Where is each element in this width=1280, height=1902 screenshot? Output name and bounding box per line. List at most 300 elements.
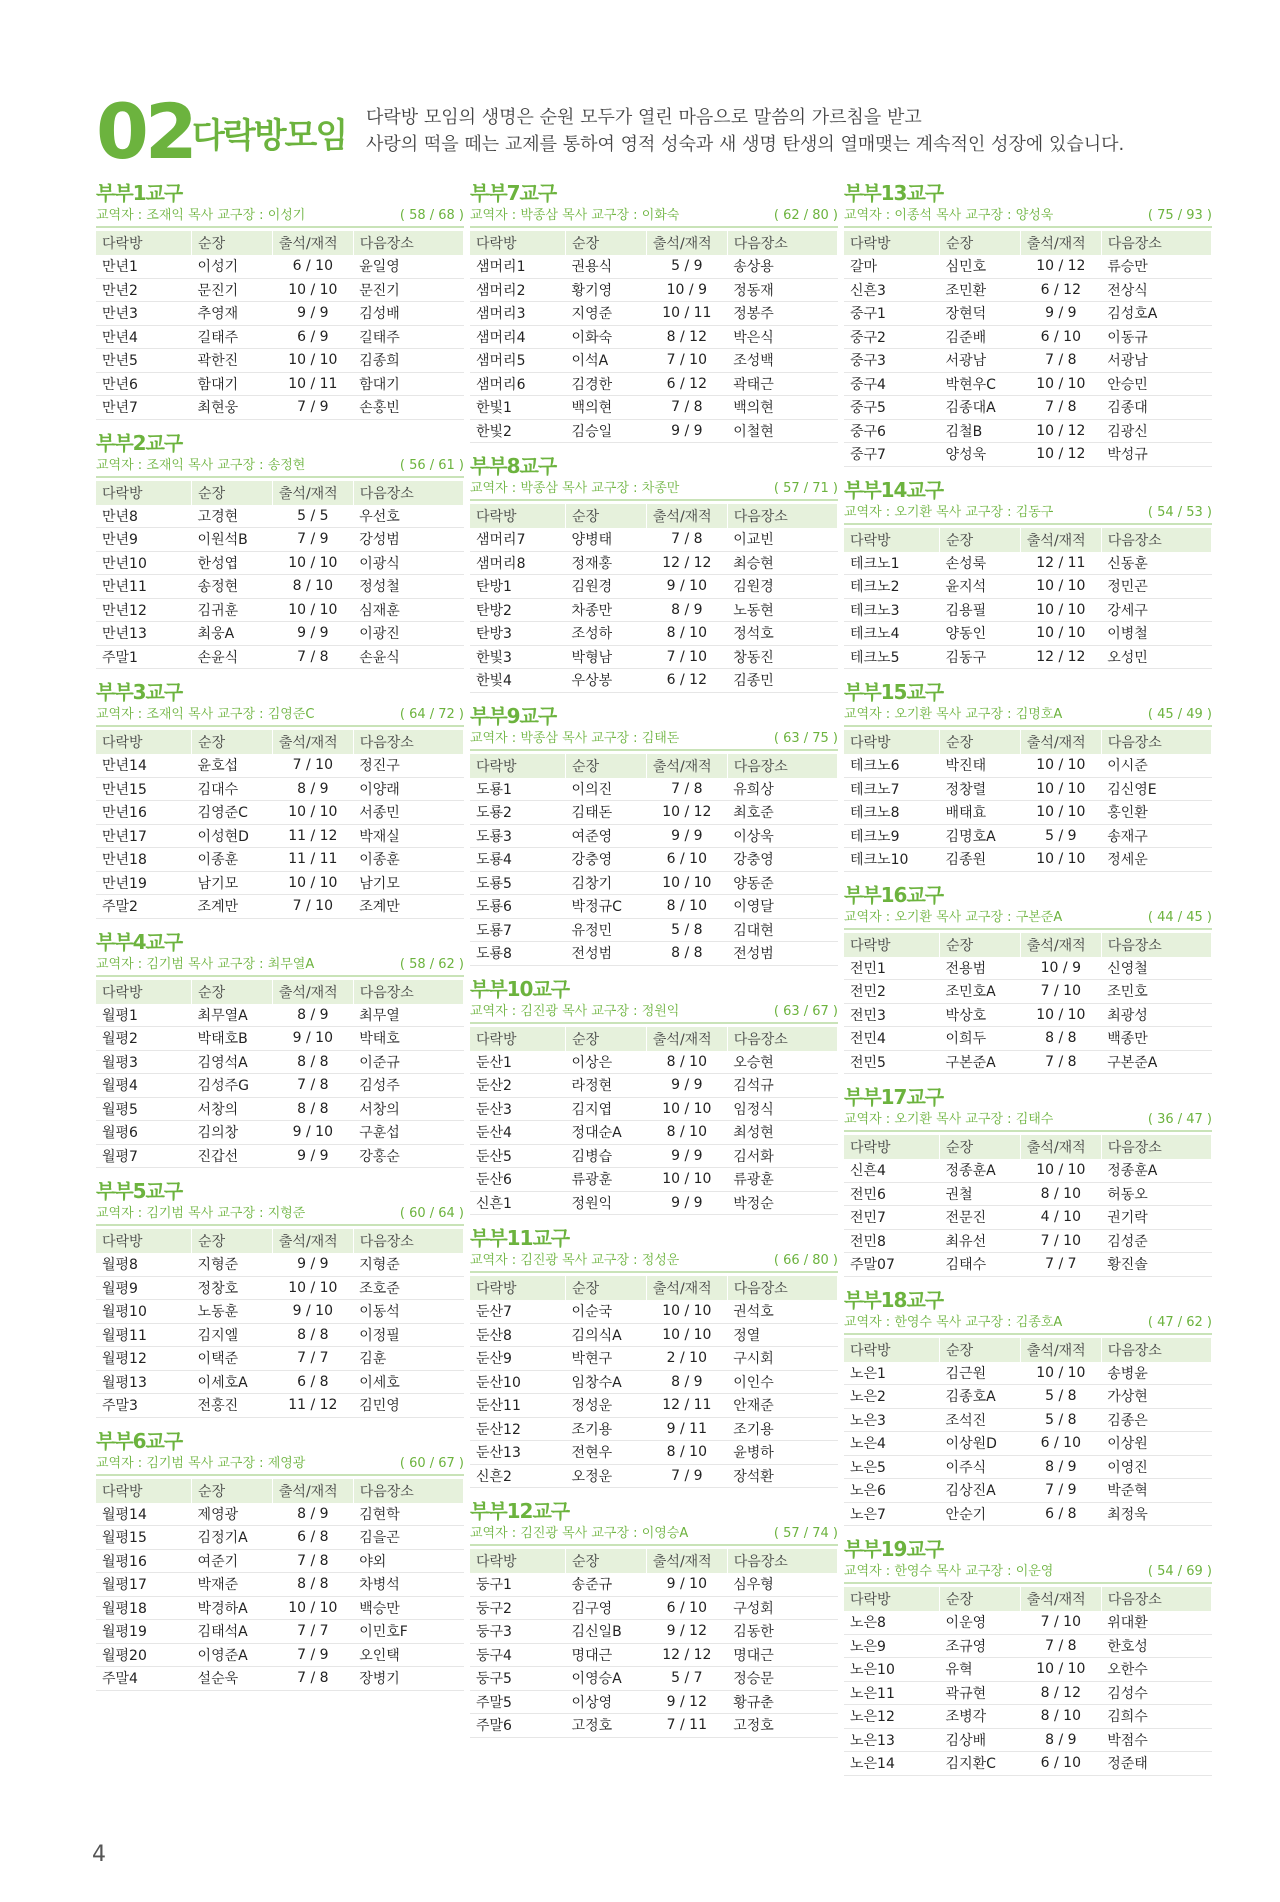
leader-name: 지형준 xyxy=(192,1253,273,1276)
attendance: 6 / 12 xyxy=(1020,278,1101,302)
room-name: 테크노2 xyxy=(844,575,940,599)
room-name: 둔산13 xyxy=(470,1441,566,1465)
room-name: 샘머리5 xyxy=(470,349,566,373)
room-name: 둔산12 xyxy=(470,1417,566,1441)
leader-name: 여준영 xyxy=(566,824,647,848)
table-row xyxy=(96,1643,464,1667)
attendance: 8 / 10 xyxy=(646,1051,727,1074)
next-place: 정성철 xyxy=(353,575,463,599)
attendance: 6 / 10 xyxy=(1020,1432,1101,1456)
next-place: 이동석 xyxy=(353,1300,463,1324)
next-place: 구본준A xyxy=(1101,1050,1211,1074)
table-row xyxy=(96,1370,464,1394)
room-name: 노은10 xyxy=(844,1658,940,1682)
district-group xyxy=(470,1225,838,1488)
attendance: 6 / 12 xyxy=(646,669,727,693)
attendance: 7 / 11 xyxy=(646,1714,727,1738)
attendance: 7 / 10 xyxy=(1020,1229,1101,1253)
next-place: 남기모 xyxy=(353,871,463,895)
district-attendance-total: ( 64 / 72 ) xyxy=(399,707,464,722)
leader-name: 김종원 xyxy=(940,848,1021,872)
attendance: 7 / 8 xyxy=(1020,396,1101,420)
column-header: 다음장소 xyxy=(1101,730,1211,754)
leader-name: 백의현 xyxy=(566,396,647,420)
room-name: 월평1 xyxy=(96,1004,192,1027)
next-place: 오승현 xyxy=(727,1051,837,1074)
table-row xyxy=(96,1323,464,1347)
next-place: 정진구 xyxy=(353,754,463,777)
attendance: 12 / 11 xyxy=(1020,552,1101,575)
district-leaders: 교역자 : 이종석 목사 교구장 : 양성욱 xyxy=(844,208,1054,223)
attendance: 11 / 11 xyxy=(272,848,353,872)
attendance: 5 / 8 xyxy=(1020,1408,1101,1432)
next-place: 신영철 xyxy=(1101,957,1211,980)
district-title: 부부9교구 xyxy=(470,703,557,728)
district-group xyxy=(844,477,1212,670)
attendance: 6 / 8 xyxy=(272,1526,353,1550)
district-info xyxy=(844,1562,1212,1584)
attendance-table xyxy=(844,231,1212,467)
leader-name: 장현덕 xyxy=(940,302,1021,326)
attendance: 10 / 10 xyxy=(646,1168,727,1192)
next-place: 김을곤 xyxy=(353,1526,463,1550)
room-name: 둥구5 xyxy=(470,1667,566,1691)
room-name: 월평9 xyxy=(96,1276,192,1300)
room-name: 만년14 xyxy=(96,754,192,777)
table-row xyxy=(470,801,838,825)
leader-name: 이원석B xyxy=(192,528,273,552)
room-name: 테크노1 xyxy=(844,552,940,575)
leader-name: 최현웅 xyxy=(192,396,273,420)
leader-name: 최무열A xyxy=(192,1004,273,1027)
table-row xyxy=(844,1455,1212,1479)
room-name: 둥구2 xyxy=(470,1596,566,1620)
leader-name: 제영광 xyxy=(192,1503,273,1526)
column-header: 다락방 xyxy=(470,231,566,255)
room-name: 중구2 xyxy=(844,325,940,349)
table-row xyxy=(844,349,1212,373)
table-row xyxy=(844,1728,1212,1752)
district-info xyxy=(844,206,1212,228)
next-place: 지형준 xyxy=(353,1253,463,1276)
next-place: 구성회 xyxy=(727,1596,837,1620)
room-name: 주말4 xyxy=(96,1667,192,1691)
next-place: 송재구 xyxy=(1101,824,1211,848)
next-place: 정봉주 xyxy=(727,302,837,326)
table-header-row xyxy=(96,231,464,255)
district-leaders: 교역자 : 오기환 목사 교구장 : 김태수 xyxy=(844,1112,1054,1127)
room-name: 신흔1 xyxy=(470,1191,566,1215)
leader-name: 양성욱 xyxy=(940,443,1021,467)
attendance: 7 / 9 xyxy=(646,1464,727,1488)
section-title: 다락방모임 xyxy=(192,116,347,156)
table-row xyxy=(470,1667,838,1691)
district-leaders: 교역자 : 김진광 목사 교구장 : 정성운 xyxy=(470,1253,680,1268)
room-name: 도룡1 xyxy=(470,778,566,801)
leader-name: 김성주G xyxy=(192,1074,273,1098)
district-title: 부부4교구 xyxy=(96,929,183,954)
table-header-row xyxy=(470,1276,838,1300)
table-row xyxy=(844,1611,1212,1634)
district-group xyxy=(470,180,838,443)
room-name: 월평13 xyxy=(96,1370,192,1394)
leader-name: 김명호A xyxy=(940,824,1021,848)
table-row xyxy=(844,1159,1212,1182)
room-name: 월평12 xyxy=(96,1347,192,1371)
room-name: 테크노6 xyxy=(844,754,940,777)
room-name: 월평5 xyxy=(96,1097,192,1121)
district-leaders: 교역자 : 한영수 목사 교구장 : 이운영 xyxy=(844,1564,1054,1579)
attendance: 10 / 12 xyxy=(1020,419,1101,443)
table-row xyxy=(470,1464,838,1488)
next-place: 정동재 xyxy=(727,278,837,302)
room-name: 주말2 xyxy=(96,895,192,919)
room-name: 둔산5 xyxy=(470,1144,566,1168)
attendance: 5 / 9 xyxy=(1020,824,1101,848)
next-place: 안승민 xyxy=(1101,372,1211,396)
room-name: 탄방2 xyxy=(470,598,566,622)
next-place: 신동훈 xyxy=(1101,552,1211,575)
table-row xyxy=(96,754,464,777)
district-info xyxy=(470,1251,838,1273)
attendance: 8 / 9 xyxy=(272,1503,353,1526)
attendance: 7 / 10 xyxy=(646,349,727,373)
next-place: 문진기 xyxy=(353,278,463,302)
district-info xyxy=(96,955,464,977)
district-title: 부부6교구 xyxy=(96,1428,183,1453)
attendance: 10 / 10 xyxy=(646,1300,727,1323)
table-row xyxy=(470,598,838,622)
attendance: 8 / 8 xyxy=(272,1097,353,1121)
next-place: 이동규 xyxy=(1101,325,1211,349)
attendance: 10 / 10 xyxy=(1020,598,1101,622)
table-row xyxy=(844,1027,1212,1051)
room-name: 노은12 xyxy=(844,1705,940,1729)
room-name: 한빛2 xyxy=(470,419,566,443)
next-place: 서창의 xyxy=(353,1097,463,1121)
next-place: 유희상 xyxy=(727,778,837,801)
leader-name: 윤호섭 xyxy=(192,754,273,777)
next-place: 전상식 xyxy=(1101,278,1211,302)
district-title: 부부19교구 xyxy=(844,1537,944,1561)
leader-name: 여준기 xyxy=(192,1549,273,1573)
next-place: 황규춘 xyxy=(727,1690,837,1714)
table-row xyxy=(470,942,838,966)
next-place: 김원경 xyxy=(727,575,837,599)
leader-name: 안순기 xyxy=(940,1502,1021,1526)
leader-name: 류광훈 xyxy=(566,1168,647,1192)
table-row xyxy=(96,1097,464,1121)
room-name: 노은6 xyxy=(844,1479,940,1503)
column-header: 다락방 xyxy=(96,980,192,1004)
table-row xyxy=(96,1050,464,1074)
room-name: 주말07 xyxy=(844,1253,940,1277)
district-leaders: 교역자 : 한영수 목사 교구장 : 김종호A xyxy=(844,1314,1063,1330)
leader-name: 김용필 xyxy=(940,598,1021,622)
leader-name: 우상봉 xyxy=(566,669,647,693)
attendance: 8 / 8 xyxy=(1020,1027,1101,1051)
room-name: 중구4 xyxy=(844,372,940,396)
leader-name: 김지엘 xyxy=(192,1323,273,1347)
column-header: 다락방 xyxy=(96,1229,192,1253)
district-leaders: 교역자 : 김진광 목사 교구장 : 이영승A xyxy=(470,1526,689,1541)
next-place: 백승만 xyxy=(353,1596,463,1620)
leader-name: 김구영 xyxy=(566,1596,647,1620)
attendance: 9 / 12 xyxy=(646,1690,727,1714)
column-header: 출석/재적 xyxy=(1020,1135,1101,1159)
room-name: 테크노5 xyxy=(844,645,940,669)
attendance-table xyxy=(96,1229,464,1418)
next-place: 백종만 xyxy=(1101,1027,1211,1051)
table-row xyxy=(844,1182,1212,1206)
column-header: 순장 xyxy=(940,1338,1021,1362)
leader-name: 김준배 xyxy=(940,325,1021,349)
attendance: 7 / 10 xyxy=(272,895,353,919)
room-name: 노은7 xyxy=(844,1502,940,1526)
table-row xyxy=(470,1347,838,1371)
next-place: 정종훈A xyxy=(1101,1159,1211,1182)
district-attendance-total: ( 63 / 75 ) xyxy=(773,730,838,746)
table-row xyxy=(844,645,1212,669)
column-header: 출석/재적 xyxy=(272,980,353,1004)
leader-name: 추영재 xyxy=(192,302,273,326)
table-row xyxy=(470,528,838,551)
attendance-table xyxy=(844,730,1212,872)
attendance: 10 / 10 xyxy=(646,871,727,895)
next-place: 백의현 xyxy=(727,396,837,420)
table-row xyxy=(470,302,838,326)
leader-name: 박정규C xyxy=(566,895,647,919)
table-row xyxy=(844,325,1212,349)
district-attendance-total: ( 60 / 64 ) xyxy=(399,1206,464,1221)
leader-name: 이상영 xyxy=(566,1690,647,1714)
next-place: 김민영 xyxy=(353,1394,463,1418)
room-name: 월평7 xyxy=(96,1144,192,1168)
column-header: 다락방 xyxy=(844,1338,940,1362)
next-place: 최광성 xyxy=(1101,1003,1211,1027)
column-header: 다락방 xyxy=(470,1276,566,1300)
attendance: 5 / 8 xyxy=(1020,1385,1101,1409)
attendance: 8 / 8 xyxy=(646,942,727,966)
column-header: 다음장소 xyxy=(1101,1587,1211,1611)
attendance: 7 / 7 xyxy=(272,1620,353,1644)
table-row xyxy=(96,372,464,396)
intro-line-2: 사랑의 떡을 떼는 교제를 통하여 영적 성숙과 새 생명 탄생의 열매맺는 계속적인 성장에 있습니다. xyxy=(366,134,1125,155)
room-name: 전민1 xyxy=(844,957,940,980)
column-header: 다락방 xyxy=(96,231,192,255)
next-place: 박점수 xyxy=(1101,1728,1211,1752)
next-place: 오성민 xyxy=(1101,645,1211,669)
leader-name: 이운영 xyxy=(940,1611,1021,1634)
attendance: 9 / 12 xyxy=(646,1620,727,1644)
district-info xyxy=(96,705,464,727)
room-name: 노은14 xyxy=(844,1752,940,1776)
attendance: 10 / 12 xyxy=(646,801,727,825)
table-row xyxy=(844,1479,1212,1503)
attendance: 9 / 9 xyxy=(646,1144,727,1168)
column-header: 다락방 xyxy=(470,504,566,528)
next-place: 장병기 xyxy=(353,1667,463,1691)
leader-name: 김승일 xyxy=(566,419,647,443)
room-name: 노은13 xyxy=(844,1728,940,1752)
leader-name: 김창기 xyxy=(566,871,647,895)
district-title: 부부17교구 xyxy=(844,1085,944,1109)
table-row xyxy=(844,372,1212,396)
attendance: 7 / 8 xyxy=(646,778,727,801)
next-place: 김종희 xyxy=(353,349,463,373)
district-group xyxy=(844,1287,1212,1527)
column-header: 다락방 xyxy=(844,231,940,255)
room-name: 만년2 xyxy=(96,278,192,302)
next-place: 이교빈 xyxy=(727,528,837,551)
next-place: 윤병하 xyxy=(727,1441,837,1465)
leader-name: 김영준C xyxy=(192,801,273,825)
leader-name: 정재홍 xyxy=(566,551,647,575)
room-name: 도룡8 xyxy=(470,942,566,966)
attendance: 9 / 10 xyxy=(272,1300,353,1324)
district-info xyxy=(844,1313,1212,1335)
next-place: 정열 xyxy=(727,1323,837,1347)
district-leaders: 교역자 : 김기범 목사 교구장 : 최무열A xyxy=(96,956,315,972)
district-info xyxy=(470,206,838,228)
leader-name: 구본준A xyxy=(940,1050,1021,1074)
leader-name: 문진기 xyxy=(192,278,273,302)
room-name: 만년18 xyxy=(96,848,192,872)
table-row xyxy=(844,302,1212,326)
room-name: 월평16 xyxy=(96,1549,192,1573)
leader-name: 김동구 xyxy=(940,645,1021,669)
room-name: 둥구3 xyxy=(470,1620,566,1644)
district-group xyxy=(470,453,838,693)
leader-name: 양동인 xyxy=(940,622,1021,646)
next-place: 이철현 xyxy=(727,419,837,443)
room-name: 노은5 xyxy=(844,1455,940,1479)
next-place: 김서화 xyxy=(727,1144,837,1168)
district-info xyxy=(96,1204,464,1226)
attendance: 5 / 9 xyxy=(646,255,727,278)
column-header: 순장 xyxy=(940,1135,1021,1159)
room-name: 월평18 xyxy=(96,1596,192,1620)
leader-name: 이상원D xyxy=(940,1432,1021,1456)
district-attendance-total: ( 58 / 68 ) xyxy=(399,208,464,223)
room-name: 테크노4 xyxy=(844,622,940,646)
attendance: 10 / 10 xyxy=(1020,622,1101,646)
table-row xyxy=(96,848,464,872)
attendance: 8 / 10 xyxy=(1020,1705,1101,1729)
leader-name: 김의식A xyxy=(566,1323,647,1347)
attendance: 6 / 8 xyxy=(272,1370,353,1394)
column-header: 순장 xyxy=(192,730,273,754)
district-attendance-total: ( 57 / 74 ) xyxy=(773,1526,838,1541)
next-place: 조기용 xyxy=(727,1417,837,1441)
room-name: 둥구1 xyxy=(470,1573,566,1596)
next-place: 최무열 xyxy=(353,1004,463,1027)
attendance: 7 / 8 xyxy=(1020,349,1101,373)
leader-name: 이화숙 xyxy=(566,325,647,349)
attendance: 7 / 9 xyxy=(272,528,353,552)
column-header: 순장 xyxy=(940,1587,1021,1611)
room-name: 월평8 xyxy=(96,1253,192,1276)
attendance: 5 / 7 xyxy=(646,1667,727,1691)
table-row xyxy=(96,622,464,646)
next-place: 조계만 xyxy=(353,895,463,919)
attendance: 10 / 10 xyxy=(646,1323,727,1347)
district-leaders: 교역자 : 오기환 목사 교구장 : 구본준A xyxy=(844,909,1063,925)
room-name: 주말1 xyxy=(96,645,192,669)
district-info xyxy=(470,1524,838,1546)
next-place: 이영달 xyxy=(727,895,837,919)
room-name: 만년16 xyxy=(96,801,192,825)
room-name: 전민8 xyxy=(844,1229,940,1253)
attendance: 12 / 12 xyxy=(646,551,727,575)
attendance-table xyxy=(844,1587,1212,1776)
table-row xyxy=(96,598,464,622)
room-name: 중구6 xyxy=(844,419,940,443)
column-header: 다음장소 xyxy=(353,1479,463,1503)
room-name: 도룡4 xyxy=(470,848,566,872)
attendance: 7 / 10 xyxy=(1020,980,1101,1004)
room-name: 둔산7 xyxy=(470,1300,566,1323)
attendance-table xyxy=(470,1027,838,1216)
room-name: 노은1 xyxy=(844,1362,940,1385)
intro-line-1: 다락방 모임의 생명은 순원 모두가 열린 마음으로 말씀의 가르침을 받고 xyxy=(366,107,922,128)
column-header: 순장 xyxy=(940,528,1021,552)
attendance: 10 / 11 xyxy=(646,302,727,326)
attendance: 8 / 12 xyxy=(646,325,727,349)
table-row xyxy=(96,255,464,278)
table-row xyxy=(96,1253,464,1276)
attendance: 8 / 10 xyxy=(272,575,353,599)
table-row xyxy=(844,777,1212,801)
leader-name: 김원경 xyxy=(566,575,647,599)
table-row xyxy=(470,396,838,420)
room-name: 만년5 xyxy=(96,349,192,373)
attendance: 7 / 8 xyxy=(272,1667,353,1691)
attendance: 8 / 10 xyxy=(646,1441,727,1465)
attendance-table xyxy=(844,933,1212,1075)
leader-name: 고정호 xyxy=(566,1714,647,1738)
next-place: 류광훈 xyxy=(727,1168,837,1192)
room-name: 만년13 xyxy=(96,622,192,646)
room-name: 탄방3 xyxy=(470,622,566,646)
next-place: 장석환 xyxy=(727,1464,837,1488)
table-row xyxy=(470,1417,838,1441)
room-name: 만년11 xyxy=(96,575,192,599)
room-name: 테크노9 xyxy=(844,824,940,848)
table-header-row xyxy=(96,1229,464,1253)
next-place: 허동오 xyxy=(1101,1182,1211,1206)
column-header: 다음장소 xyxy=(727,1027,837,1051)
district-attendance-total: ( 54 / 69 ) xyxy=(1147,1564,1212,1579)
leader-name: 양병태 xyxy=(566,528,647,551)
next-place: 김동한 xyxy=(727,1620,837,1644)
attendance: 10 / 12 xyxy=(1020,255,1101,278)
next-place: 명대근 xyxy=(727,1643,837,1667)
district-title: 부부10교구 xyxy=(470,976,570,1001)
table-header-row xyxy=(470,1549,838,1573)
district-group xyxy=(844,1536,1212,1776)
attendance: 9 / 10 xyxy=(646,575,727,599)
next-place: 길태주 xyxy=(353,325,463,349)
table-row xyxy=(470,1714,838,1738)
table-row xyxy=(96,777,464,801)
room-name: 전민3 xyxy=(844,1003,940,1027)
leader-name: 이희두 xyxy=(940,1027,1021,1051)
column-header: 출석/재적 xyxy=(1020,933,1101,957)
next-place: 이광식 xyxy=(353,551,463,575)
room-name: 주말5 xyxy=(470,1690,566,1714)
attendance-table xyxy=(96,980,464,1169)
